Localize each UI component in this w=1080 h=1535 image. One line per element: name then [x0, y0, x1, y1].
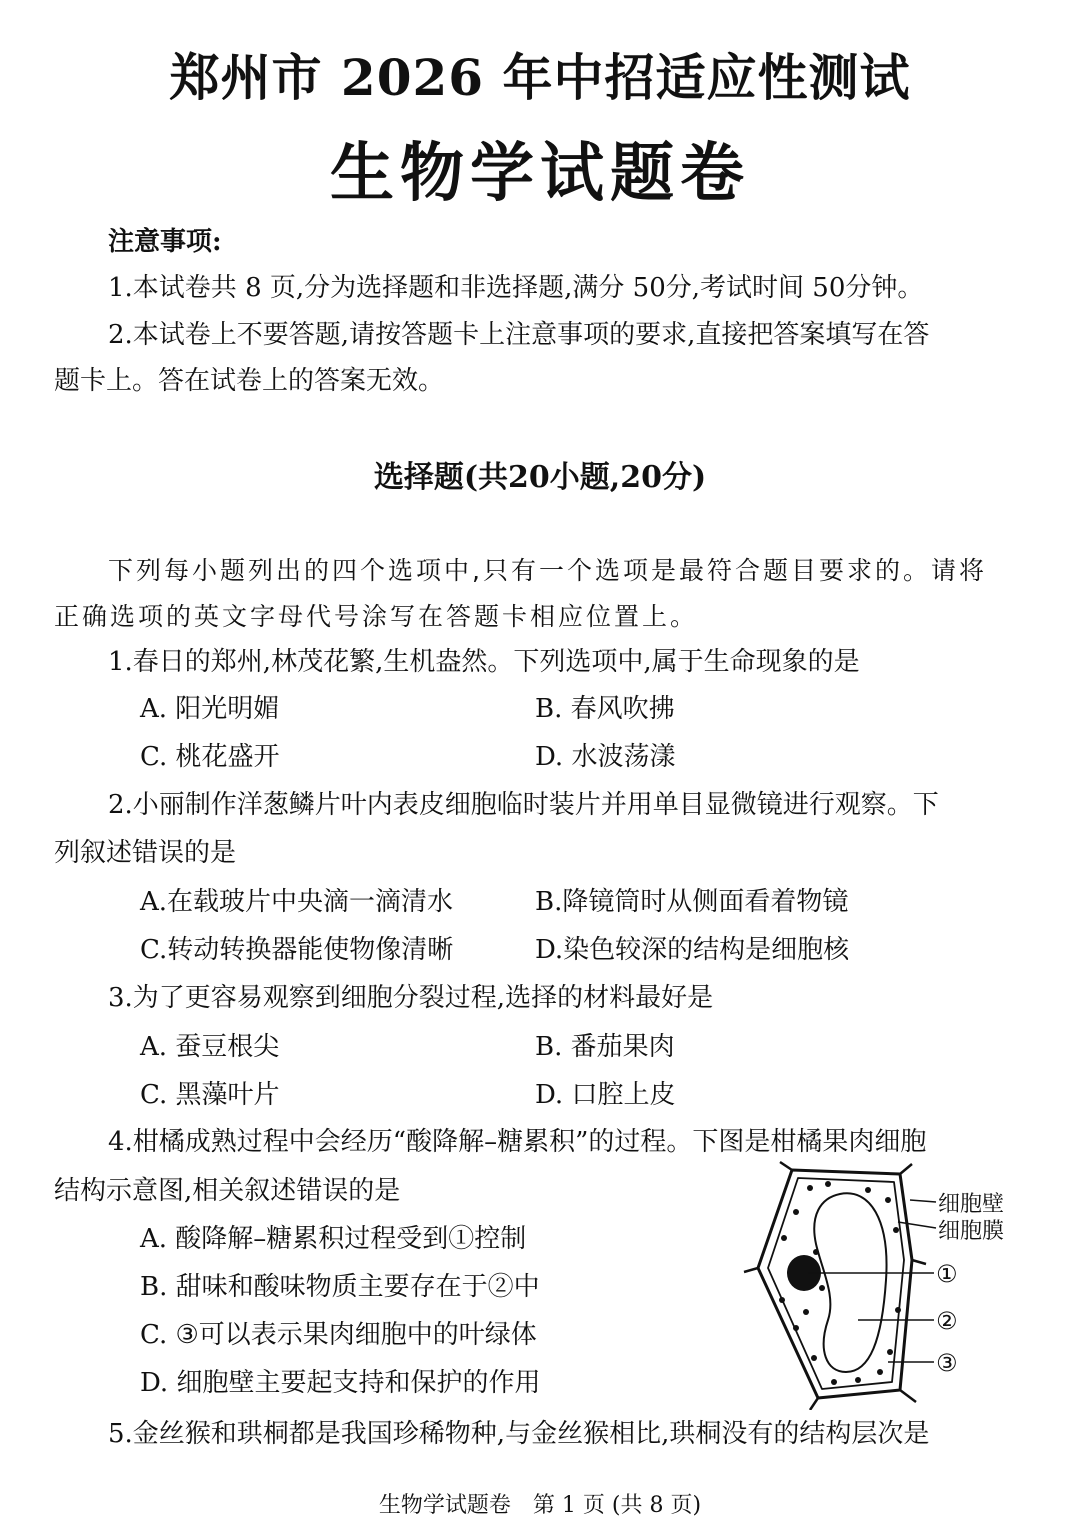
exam-title: 郑州市 2026 年中招适应性测试	[169, 48, 911, 107]
plant-cell-diagram	[740, 1160, 1040, 1410]
question-3-option-b: B. 番茄果肉	[535, 1032, 675, 1062]
section-instruction-line2: 正确选项的英文字母代号涂写在答题卡相应位置上。	[54, 602, 699, 631]
notice-heading: 注意事项:	[108, 227, 222, 257]
question-5-stem: 5.金丝猴和珙桐都是我国珍稀物种,与金丝猴相比,珙桐没有的结构层次是	[108, 1419, 930, 1449]
cell-membrane-outline	[768, 1178, 904, 1389]
cell-wall-extensions	[744, 1162, 926, 1410]
section-title: 选择题(共20小题,20分)	[373, 460, 707, 495]
notice-item-1: 1.本试卷共 8 页,分为选择题和非选择题,满分 50分,考试时间 50分钟。	[108, 273, 924, 303]
page-footer: 生物学试题卷 第 1 页 (共 8 页)	[378, 1493, 702, 1518]
question-3-option-c: C. 黑藻叶片	[140, 1080, 280, 1110]
label-mark-3: ③	[936, 1349, 958, 1377]
question-2-stem-line2: 列叙述错误的是	[54, 838, 237, 868]
question-4-option-c: C. ③可以表示果肉细胞中的叶绿体	[140, 1320, 537, 1350]
question-4-option-d: D. 细胞壁主要起支持和保护的作用	[140, 1368, 541, 1398]
question-1-option-d: D. 水波荡漾	[535, 742, 676, 772]
question-4-option-b: B. 甜味和酸味物质主要存在于②中	[140, 1272, 540, 1302]
question-4-stem-line2: 结构示意图,相关叙述错误的是	[54, 1176, 401, 1206]
question-2-option-d: D.染色较深的结构是细胞核	[535, 935, 850, 965]
label-cell-wall: 细胞壁	[938, 1192, 1005, 1217]
notice-item-2-line1: 2.本试卷上不要答题,请按答题卡上注意事项的要求,直接把答案填写在答	[108, 320, 930, 350]
question-3-stem: 3.为了更容易观察到细胞分裂过程,选择的材料最好是	[108, 983, 714, 1013]
subject-title: 生物学试题卷	[330, 136, 750, 211]
question-2-option-a: A.在载玻片中央滴一滴清水	[140, 887, 454, 917]
question-3-option-d: D. 口腔上皮	[535, 1080, 676, 1110]
question-3-option-a: A. 蚕豆根尖	[140, 1032, 280, 1062]
section-instruction-line1: 下列每小题列出的四个选项中,只有一个选项是最符合题目要求的。请将	[108, 556, 987, 585]
question-1-option-c: C. 桃花盛开	[140, 742, 280, 772]
question-2-option-c: C.转动转换器能使物像清晰	[140, 935, 454, 965]
vacuole-outline	[814, 1193, 886, 1372]
label-mark-1: ①	[936, 1260, 958, 1288]
question-4-stem-line1: 4.柑橘成熟过程中会经历“酸降解–糖累积”的过程。下图是柑橘果肉细胞	[108, 1127, 927, 1157]
question-1-option-b: B. 春风吹拂	[535, 694, 675, 724]
label-mark-2: ②	[936, 1307, 958, 1335]
label-cell-membrane: 细胞膜	[938, 1219, 1005, 1244]
question-2-option-b: B.降镜筒时从侧面看着物镜	[535, 887, 849, 917]
notice-item-2-line2: 题卡上。答在试卷上的答案无效。	[54, 366, 445, 396]
question-2-stem-line1: 2.小丽制作洋葱鳞片叶内表皮细胞临时装片并用单目显微镜进行观察。下	[108, 790, 939, 820]
question-1-option-a: A. 阳光明媚	[140, 694, 280, 724]
cell-wall-outline	[758, 1170, 912, 1398]
question-4-option-a: A. 酸降解–糖累积过程受到①控制	[140, 1224, 527, 1254]
question-1-stem: 1.春日的郑州,林茂花繁,生机盎然。下列选项中,属于生命现象的是	[108, 647, 860, 677]
